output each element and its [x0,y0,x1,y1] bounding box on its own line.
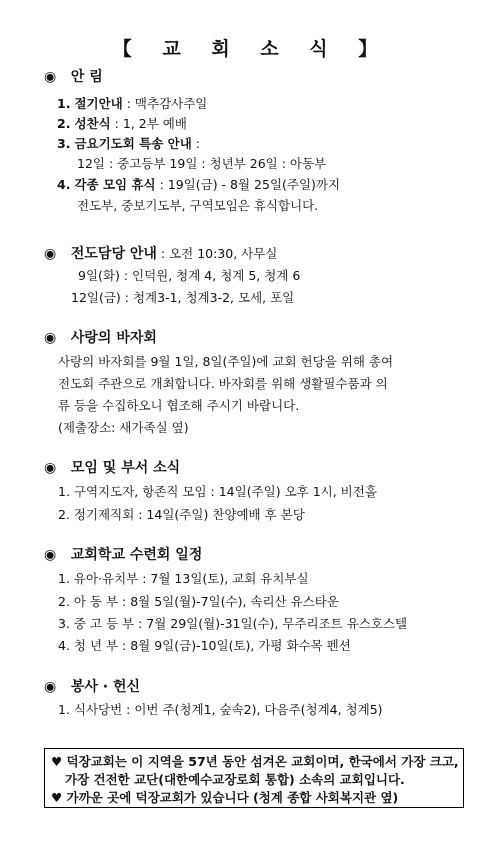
notice-item-1: 1. 절기안내 : 맥추감사주일 [57,96,208,111]
section-bullet-icon: ◉ [44,69,57,85]
footer-line-2: 가장 건전한 교단(대한예수교장로회 통합) 소속의 교회입니다. [65,772,405,787]
rest-detail: 전도부, 중보기도부, 구역모임은 휴식합니다. [77,198,319,213]
retreat-item-3: 3. 중 고 등 부 : 7월 29일(월)-31일(수), 무주리조트 유스호스텔 [58,616,408,631]
footer-box [44,748,464,808]
section-bullet-icon: ◉ [44,330,57,346]
section-bullet-icon: ◉ [44,547,57,563]
section-bullet-icon: ◉ [44,246,57,262]
bazaar-line-2: 전도회 주관으로 개최합니다. 바자회를 위해 생활필수품과 의 [58,376,388,391]
section-bullet-icon: ◉ [44,679,57,695]
groups-item-2: 2. 정기제직회 : 14일(주일) 찬양예배 후 본당 [58,507,305,522]
evangelism-line-1: 9일(화) : 인덕원, 청계 4, 청계 5, 청계 6 [78,268,301,283]
groups-item-1: 1. 구역지도자, 항존직 모임 : 14일(주일) 오후 1시, 비전홀 [58,484,377,499]
footer-line-1: ♥ 덕장교회는 이 지역을 57년 동안 섬겨온 교회이며, 한국에서 가장 크고, [51,754,459,769]
section-notice-heading: ◉ 안 림 [44,69,103,85]
page-title: 【 교 회 소 식 】 [112,38,390,60]
notice-item-3: 3. 금요기도회 특송 안내 : [57,136,201,151]
bazaar-line-4: (제출장소: 새가족실 옆) [58,420,189,435]
bazaar-line-1: 사랑의 바자회를 9월 1일, 8일(주일)에 교회 헌당을 위해 총여 [58,354,394,369]
section-groups-heading: ◉ 모임 및 부서 소식 [44,460,181,476]
section-service-heading: ◉ 봉사 · 헌신 [44,679,141,695]
retreat-item-2: 2. 아 동 부 : 8월 5일(월)-7일(수), 속리산 유스타운 [58,594,339,609]
evangelism-line-2: 12일(금) : 청계3-1, 청계3-2, 모세, 포일 [71,290,295,305]
section-evangelism-heading: ◉ 전도담당 안내 : 오전 10:30, 사무실 [44,246,278,262]
friday-prayer-schedule: 12일 : 중고등부 19일 : 청년부 26일 : 아동부 [77,156,327,171]
service-item-1: 1. 식사당번 : 이번 주(청계1, 숲속2), 다음주(청계4, 청계5) [58,702,383,717]
section-bazaar-heading: ◉ 사랑의 바자회 [44,330,157,346]
section-retreat-heading: ◉ 교회학교 수련회 일정 [44,547,203,563]
notice-item-2: 2. 성찬식 : 1, 2부 예배 [57,116,187,131]
retreat-item-4: 4. 청 년 부 : 8월 9일(금)-10일(토), 가평 화수목 펜션 [58,638,351,653]
footer-line-3: ♥ 가까운 곳에 덕장교회가 있습니다 (청계 종합 사회복지관 옆) [51,790,399,805]
notice-item-4: 4. 각종 모임 휴식 : 19일(금) - 8월 25일(주일)까지 [57,177,341,192]
section-bullet-icon: ◉ [44,460,57,476]
bazaar-line-3: 류 등을 수집하오니 협조해 주시기 바랍니다. [58,398,300,413]
retreat-item-1: 1. 유아·유치부 : 7월 13일(토), 교회 유치부실 [58,571,309,586]
